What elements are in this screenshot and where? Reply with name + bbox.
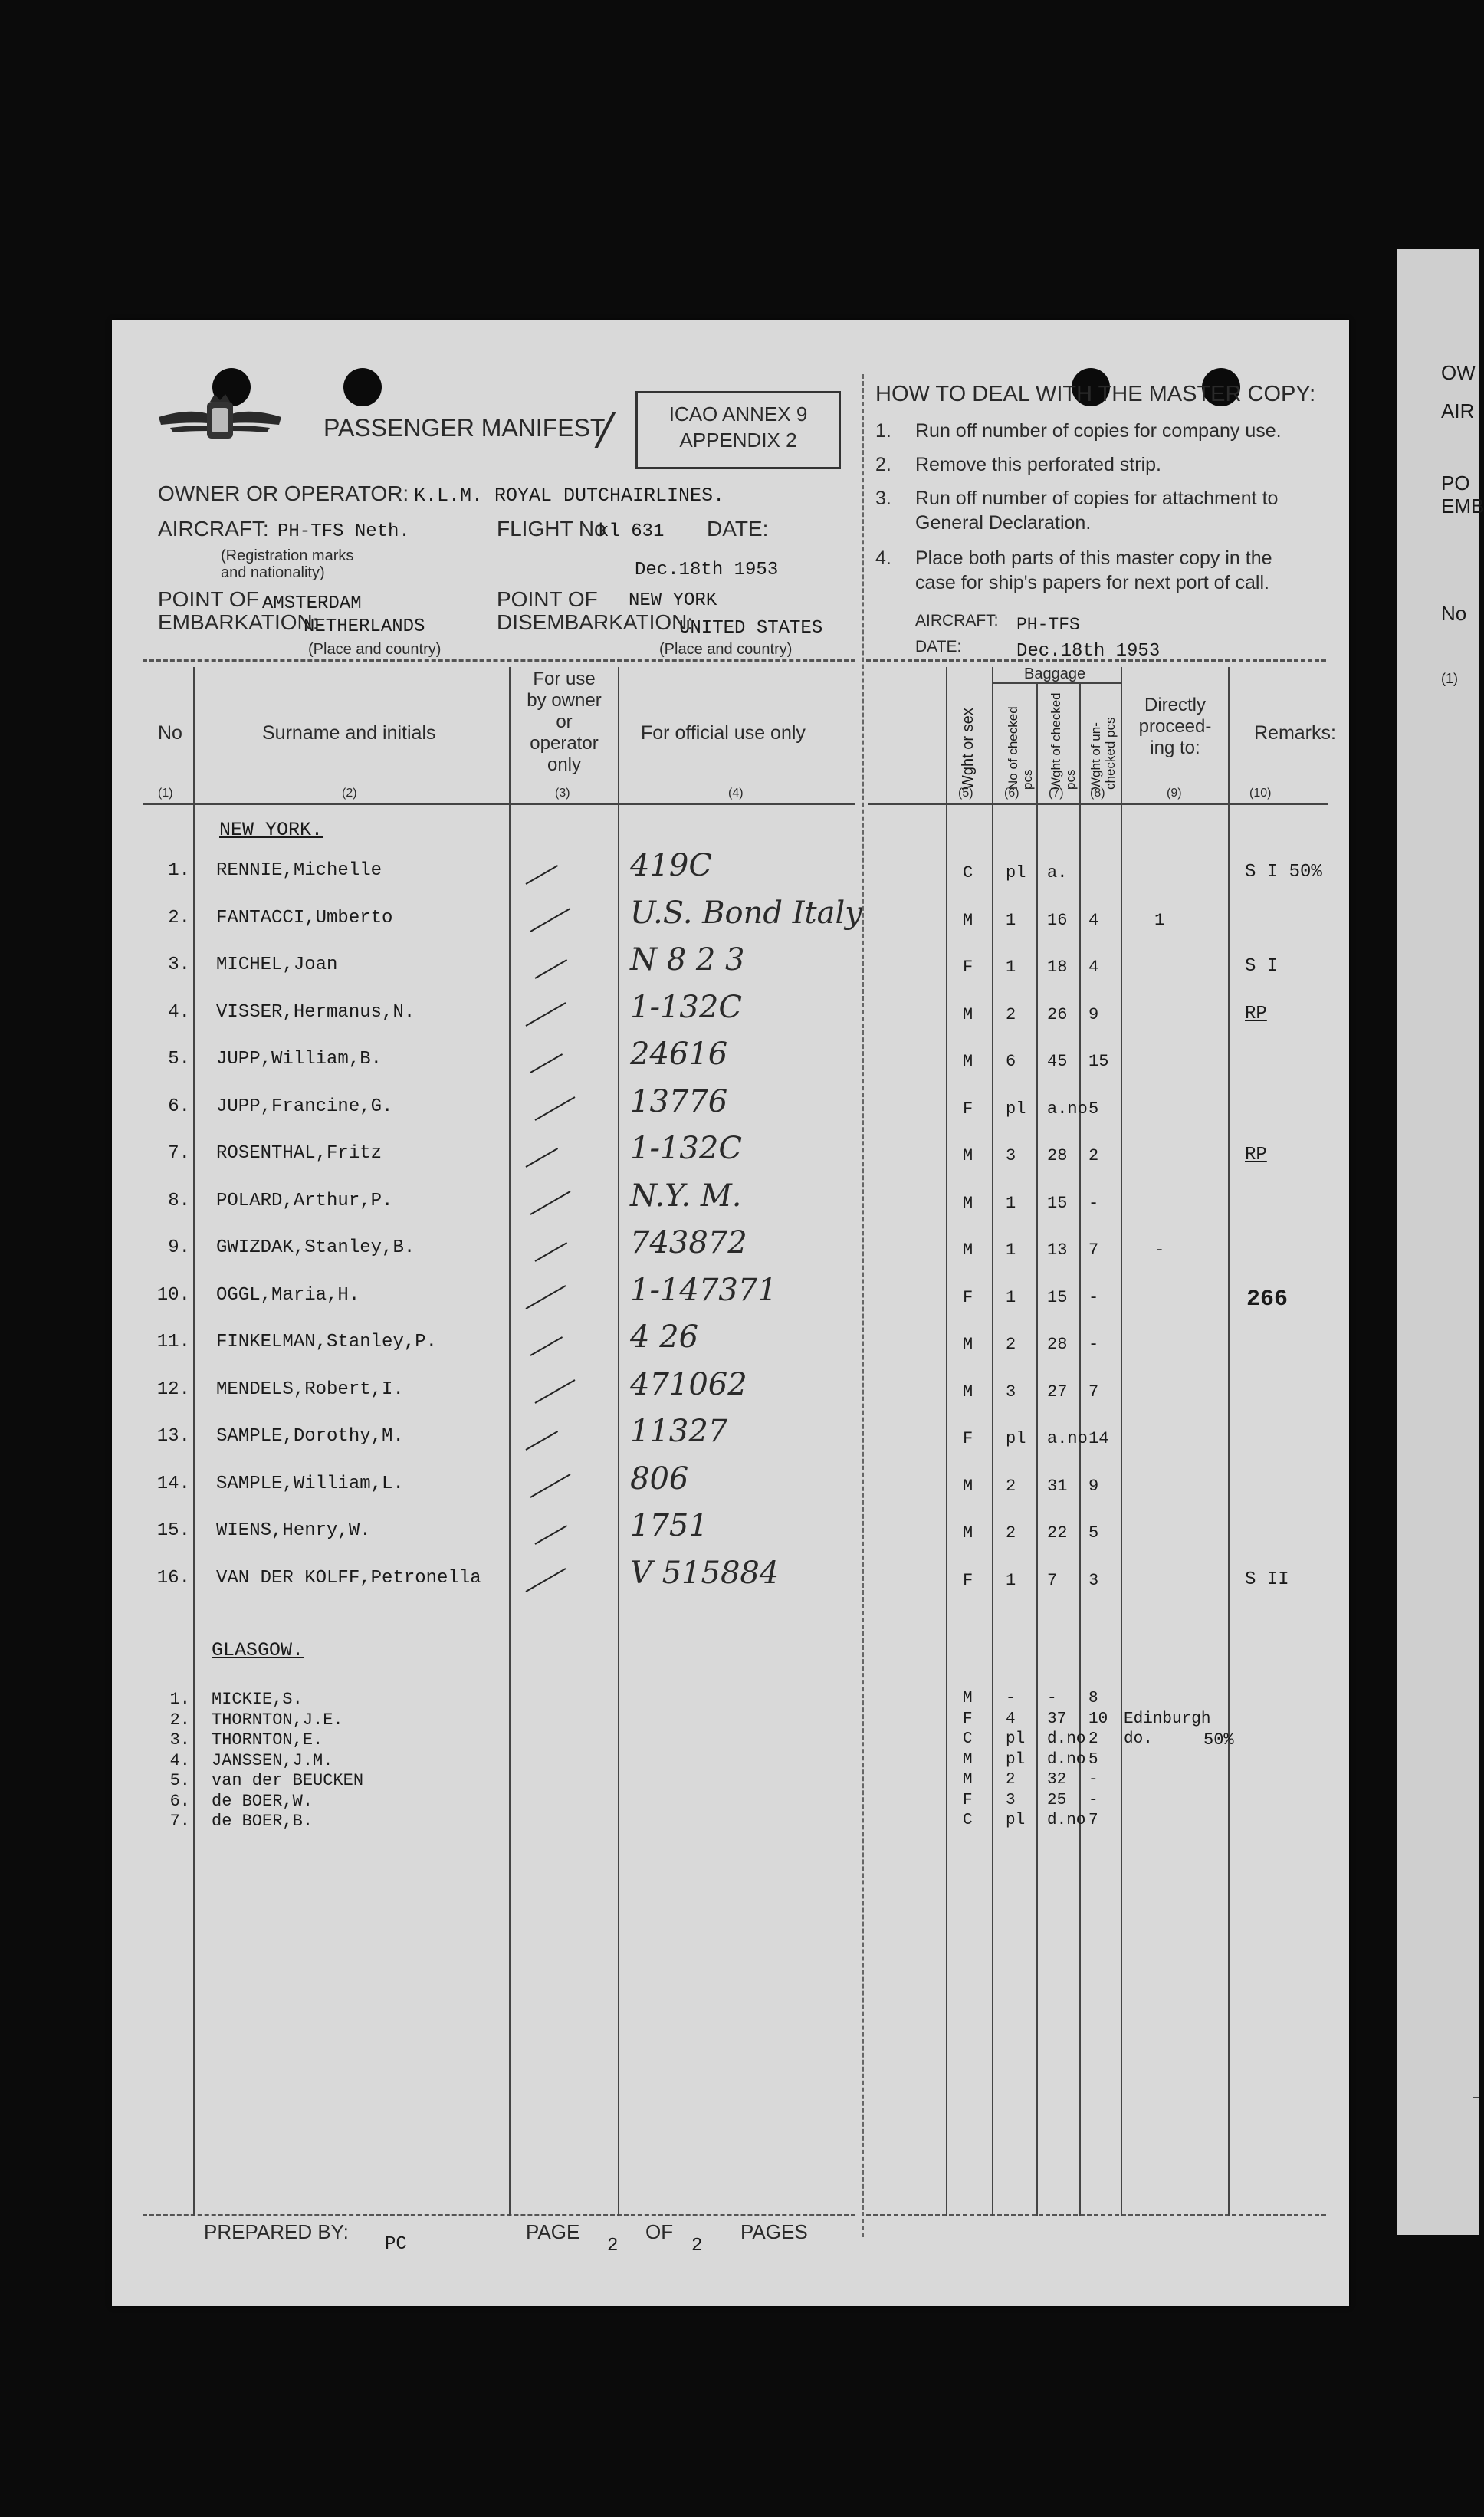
- instruction-number: 2.: [875, 454, 891, 475]
- col-number: (9): [1167, 787, 1182, 800]
- checked-weight: 22: [1047, 1523, 1068, 1543]
- sex-value: F: [963, 1792, 973, 1809]
- disembarkation-note: (Place and country): [659, 641, 793, 658]
- official-use-entry: N.Y. M.: [630, 1178, 742, 1214]
- destination: do.: [1124, 1730, 1153, 1748]
- instruction-text: General Declaration.: [915, 512, 1092, 534]
- col-header-owner-use: by owner: [527, 690, 602, 711]
- remarks: RP: [1245, 1004, 1267, 1024]
- sex-value: M: [963, 1477, 973, 1496]
- destination: Edinburgh: [1124, 1710, 1211, 1728]
- col-number: (1): [158, 787, 173, 800]
- checked-weight: 37: [1047, 1710, 1067, 1728]
- passenger-name: MENDELS,Robert,I.: [216, 1379, 404, 1400]
- flight-value: kl 631: [598, 521, 665, 542]
- official-use-entry: U.S. Bond Italy: [630, 895, 862, 931]
- checked-pieces: 1: [1006, 1240, 1016, 1260]
- row-number: 4.: [169, 1751, 190, 1770]
- copy-aircraft-value: PH-TFS: [1016, 615, 1080, 635]
- unchecked-weight: -: [1088, 1792, 1098, 1809]
- col-header-official: For official use only: [641, 722, 806, 744]
- aircraft-label: AIRCRAFT:: [158, 517, 269, 541]
- sex-value: F: [963, 1099, 973, 1119]
- page-label: PAGE: [526, 2220, 580, 2243]
- col-header-owner-use: only: [547, 754, 582, 775]
- checked-pieces: 4: [1006, 1710, 1016, 1728]
- column-divider: [193, 667, 195, 2216]
- checked-weight: a.no: [1047, 1429, 1088, 1448]
- checked-weight: 27: [1047, 1382, 1068, 1401]
- col-header-baggage: Baggage: [1024, 665, 1086, 682]
- column-divider: [1036, 682, 1038, 2216]
- checked-pieces: -: [1006, 1690, 1016, 1707]
- checked-weight: a.: [1047, 863, 1068, 882]
- row-number: 15.: [156, 1520, 190, 1541]
- row-number: 2.: [168, 908, 190, 928]
- sex-value: M: [963, 911, 973, 930]
- col-number: (8): [1090, 787, 1105, 800]
- copy-aircraft-label: AIRCRAFT:: [915, 612, 999, 629]
- official-use-entry: N 8 2 3: [630, 942, 745, 978]
- page-number: 2: [607, 2236, 619, 2256]
- sex-value: F: [963, 958, 973, 977]
- checked-weight: 32: [1047, 1771, 1067, 1789]
- of-label: OF: [645, 2220, 674, 2243]
- unchecked-weight: 2: [1088, 1730, 1098, 1748]
- column-divider: [1228, 667, 1230, 2216]
- section-new-york: NEW YORK.: [219, 819, 323, 841]
- row-number: 3.: [169, 1730, 190, 1750]
- check-mark: [526, 1002, 566, 1027]
- col-header-owner-use: For use: [533, 669, 596, 689]
- row-number: 9.: [168, 1237, 190, 1258]
- passenger-name: WIENS,Henry,W.: [216, 1520, 371, 1541]
- pages-label: PAGES: [740, 2220, 808, 2243]
- checked-weight: 26: [1047, 1005, 1068, 1024]
- checked-pieces: 2: [1006, 1335, 1016, 1354]
- passenger-name: GWIZDAK,Stanley,B.: [216, 1237, 415, 1258]
- unchecked-weight: 3: [1088, 1571, 1099, 1590]
- checked-pieces: 2: [1006, 1523, 1016, 1543]
- checked-pieces: 2: [1006, 1771, 1016, 1789]
- row-number: 12.: [156, 1379, 190, 1400]
- column-divider: [1079, 682, 1081, 2216]
- col-number: (3): [555, 787, 570, 800]
- manifest-title: PASSENGER MANIFEST: [323, 414, 606, 442]
- unchecked-weight: 15: [1088, 1052, 1109, 1071]
- passenger-name: van der BEUCKEN: [212, 1771, 364, 1790]
- passenger-name: FANTACCI,Umberto: [216, 908, 393, 928]
- destination: 1: [1154, 911, 1165, 930]
- official-use-entry: 419C: [630, 848, 712, 883]
- row-number: 5.: [168, 1049, 190, 1070]
- checked-pieces: 1: [1006, 911, 1016, 930]
- checked-pieces: 2: [1006, 1477, 1016, 1496]
- passenger-name: OGGL,Maria,H.: [216, 1285, 360, 1306]
- prepared-by-label: PREPARED BY:: [204, 2220, 349, 2243]
- row-number: 13.: [156, 1426, 190, 1447]
- passenger-name: de BOER,W.: [212, 1792, 314, 1811]
- checked-weight: 45: [1047, 1052, 1068, 1071]
- row-number: 10.: [156, 1285, 190, 1306]
- checked-weight: 18: [1047, 958, 1068, 977]
- sex-value: F: [963, 1571, 973, 1590]
- row-number: 3.: [168, 955, 190, 975]
- checked-weight: d.no: [1047, 1730, 1086, 1748]
- official-use-entry: 471062: [630, 1367, 747, 1402]
- checked-pieces: 3: [1006, 1382, 1016, 1401]
- unchecked-weight: 5: [1088, 1099, 1099, 1119]
- aircraft-value: PH-TFS Neth.: [277, 521, 410, 542]
- sex-value: M: [963, 1194, 973, 1213]
- passenger-name: VAN DER KOLFF,Petronella: [216, 1568, 481, 1589]
- passenger-name: POLARD,Arthur,P.: [216, 1191, 393, 1211]
- passenger-name: FINKELMAN,Stanley,P.: [216, 1332, 438, 1352]
- check-mark: [535, 1379, 576, 1404]
- adjacent-text: EMB: [1441, 495, 1484, 518]
- copy-date-label: DATE:: [915, 638, 962, 656]
- embarkation-country: NETHERLANDS: [304, 616, 425, 637]
- icao-annex-box: [635, 391, 841, 469]
- sex-value: M: [963, 1751, 973, 1769]
- checked-pieces: 1: [1006, 958, 1016, 977]
- unchecked-weight: 5: [1088, 1751, 1098, 1769]
- checked-pieces: 3: [1006, 1792, 1016, 1809]
- instruction-text: Run off number of copies for attachment to: [915, 488, 1279, 509]
- official-use-entry: 806: [630, 1461, 689, 1497]
- date-value: Dec.18th 1953: [635, 560, 779, 580]
- col-number: (7): [1049, 787, 1064, 800]
- official-use-entry: 24616: [630, 1037, 728, 1072]
- official-use-entry: 1-132C: [630, 990, 742, 1025]
- row-number: 5.: [169, 1771, 190, 1790]
- official-use-entry: 13776: [630, 1084, 728, 1119]
- sex-value: M: [963, 1523, 973, 1543]
- instruction-text: case for ship's papers for next port of call.: [915, 572, 1269, 593]
- passenger-name: SAMPLE,William,L.: [216, 1474, 404, 1494]
- unchecked-weight: -: [1088, 1771, 1098, 1789]
- column-divider: [618, 667, 619, 2216]
- aircraft-note: and nationality): [221, 564, 325, 581]
- aircraft-note: (Registration marks: [221, 547, 354, 564]
- sex-value: M: [963, 1146, 973, 1165]
- row-number: 11.: [156, 1332, 190, 1352]
- checked-pieces: 1: [1006, 1194, 1016, 1213]
- check-mark: [535, 959, 568, 979]
- official-use-entry: 1-147371: [630, 1273, 777, 1308]
- unchecked-weight: -: [1088, 1335, 1099, 1354]
- punch-hole: [343, 368, 382, 406]
- instruction-number: 3.: [875, 488, 891, 509]
- adjacent-text: OW: [1441, 361, 1476, 384]
- sex-value: M: [963, 1382, 973, 1401]
- adjacent-text: (1): [1441, 671, 1458, 686]
- unchecked-weight: 7: [1088, 1382, 1099, 1401]
- checked-weight: 13: [1047, 1240, 1068, 1260]
- col-number: (6): [1004, 787, 1019, 800]
- remarks: S I: [1245, 956, 1279, 977]
- row-number: 1.: [168, 860, 190, 881]
- row-number: 7.: [169, 1812, 190, 1831]
- disembarkation-country: UNITED STATES: [679, 618, 823, 639]
- checked-weight: 15: [1047, 1288, 1068, 1307]
- handwritten-mark: /: [598, 405, 612, 455]
- passenger-name: THORNTON,J.E.: [212, 1710, 343, 1730]
- row-number: 7.: [168, 1143, 190, 1164]
- unchecked-weight: 9: [1088, 1005, 1099, 1024]
- adjacent-text: PO: [1441, 472, 1470, 495]
- checked-weight: 7: [1047, 1571, 1058, 1590]
- checked-pieces: pl: [1006, 1812, 1026, 1829]
- check-mark: [530, 908, 571, 932]
- disembarkation-label: DISEMBARKATION:: [497, 610, 694, 634]
- checked-pieces: 1: [1006, 1571, 1016, 1590]
- row-number: 14.: [156, 1474, 190, 1494]
- sex-value: C: [963, 1730, 973, 1748]
- checked-weight: 28: [1047, 1146, 1068, 1165]
- unchecked-weight: 5: [1088, 1523, 1099, 1543]
- unchecked-weight: 8: [1088, 1690, 1098, 1707]
- passenger-name: JUPP,William,B.: [216, 1049, 382, 1070]
- checked-pieces: pl: [1006, 1429, 1026, 1448]
- perforation-line: [866, 659, 1326, 662]
- checked-pieces: pl: [1006, 1730, 1026, 1748]
- col-number: (2): [342, 787, 357, 800]
- official-use-entry: 11327: [630, 1414, 728, 1449]
- embarkation-city: AMSTERDAM: [262, 593, 362, 614]
- col-header-no: No: [158, 722, 182, 744]
- destination: -: [1154, 1240, 1165, 1260]
- manifest-sheet: [112, 320, 1349, 2306]
- adjacent-page: [1397, 249, 1484, 2235]
- checked-weight: -: [1047, 1690, 1057, 1707]
- col-header-proceeding: proceed-: [1138, 716, 1212, 737]
- col-number: (10): [1249, 787, 1272, 800]
- check-mark: [526, 1431, 559, 1451]
- column-divider: [946, 667, 947, 2216]
- passenger-name: RENNIE,Michelle: [216, 860, 382, 881]
- embarkation-label: POINT OF: [158, 587, 259, 611]
- remarks: 50%: [1203, 1730, 1234, 1750]
- instructions-title: HOW TO DEAL WITH THE MASTER COPY:: [875, 382, 1316, 406]
- checked-weight: d.no: [1047, 1751, 1086, 1769]
- check-mark: [526, 1285, 566, 1309]
- col-header-owner-use: or: [556, 711, 573, 732]
- check-mark: [526, 1568, 566, 1592]
- disembarkation-city: NEW YORK: [629, 590, 717, 611]
- official-use-entry: V 515884: [630, 1556, 780, 1591]
- unchecked-weight: 14: [1088, 1429, 1109, 1448]
- checked-pieces: 2: [1006, 1005, 1016, 1024]
- instruction-number: 4.: [875, 547, 891, 569]
- checked-pieces: pl: [1006, 863, 1026, 882]
- owner-label: OWNER OR OPERATOR:: [158, 481, 409, 505]
- perforation-line: [866, 2214, 1326, 2216]
- checked-weight: 25: [1047, 1792, 1067, 1809]
- sex-value: M: [963, 1240, 973, 1260]
- checked-pieces: 3: [1006, 1146, 1016, 1165]
- official-use-entry: 1751: [630, 1508, 708, 1543]
- row-number: 6.: [168, 1096, 190, 1117]
- adjacent-text: AIR: [1441, 399, 1475, 422]
- sex-value: M: [963, 1052, 973, 1071]
- check-mark: [530, 1336, 563, 1356]
- instruction-number: 1.: [875, 420, 891, 442]
- remarks: S I 50%: [1245, 862, 1322, 882]
- instruction-text: Remove this perforated strip.: [915, 454, 1161, 475]
- checked-weight: 28: [1047, 1335, 1068, 1354]
- instruction-text: Place both parts of this master copy in the: [915, 547, 1272, 569]
- checked-pieces: 1: [1006, 1288, 1016, 1307]
- embarkation-note: (Place and country): [308, 641, 442, 658]
- col-header-unchecked-wght: Wght of un-checked pcs: [1088, 717, 1118, 790]
- sex-value: F: [963, 1710, 973, 1728]
- unchecked-weight: 4: [1088, 911, 1099, 930]
- disembarkation-label: POINT OF: [497, 587, 598, 611]
- passenger-name: de BOER,B.: [212, 1812, 314, 1831]
- unchecked-weight: 7: [1088, 1240, 1099, 1260]
- copy-date-value: Dec.18th 1953: [1016, 641, 1161, 662]
- checked-weight: a.no: [1047, 1099, 1088, 1119]
- sex-value: C: [963, 863, 973, 882]
- embarkation-label: EMBARKATION:: [158, 610, 319, 634]
- col-header-sex: Wght or sex: [960, 708, 977, 790]
- checked-pieces: 6: [1006, 1052, 1016, 1071]
- column-divider: [992, 667, 993, 2216]
- unchecked-weight: 2: [1088, 1146, 1099, 1165]
- row-number: 1.: [169, 1690, 190, 1709]
- sex-value: F: [963, 1429, 973, 1448]
- col-number: (5): [958, 787, 973, 800]
- check-mark: [535, 1096, 576, 1121]
- owner-value: K.L.M. ROYAL DUTCHAIRLINES.: [414, 485, 725, 507]
- adjacent-text: No: [1441, 602, 1467, 625]
- row-number: 4.: [168, 1002, 190, 1023]
- header-rule: [143, 803, 855, 805]
- official-use-entry: 1-132C: [630, 1131, 742, 1166]
- sex-value: M: [963, 1690, 973, 1707]
- checked-pieces: pl: [1006, 1751, 1026, 1769]
- sex-value: C: [963, 1812, 973, 1829]
- perforation-vertical: [862, 374, 864, 2237]
- perforation-line: [143, 2214, 855, 2216]
- col-header-proceeding: ing to:: [1150, 738, 1200, 758]
- column-divider: [1121, 667, 1122, 2216]
- flight-label: FLIGHT No: [497, 517, 606, 541]
- passenger-name: MICKIE,S.: [212, 1690, 303, 1709]
- unchecked-weight: 7: [1088, 1812, 1098, 1829]
- col-header-proceeding: Directly: [1144, 695, 1206, 715]
- col-header-owner-use: operator: [530, 733, 599, 754]
- remarks: S II: [1245, 1569, 1289, 1590]
- header-rule: [868, 803, 1328, 805]
- col-header-remarks: Remarks:: [1254, 722, 1336, 744]
- unchecked-weight: -: [1088, 1194, 1099, 1213]
- column-divider: [509, 667, 511, 2216]
- passenger-name: JUPP,Francine,G.: [216, 1096, 393, 1117]
- instruction-text: Run off number of copies for company use.: [915, 420, 1282, 442]
- sex-value: M: [963, 1771, 973, 1789]
- remarks: RP: [1245, 1145, 1267, 1165]
- perforation-line: [143, 659, 855, 662]
- col-header-checked-pcs: No of checked pcs: [1006, 706, 1035, 790]
- unchecked-weight: 9: [1088, 1477, 1099, 1496]
- date-label: DATE:: [707, 517, 769, 541]
- row-number: 6.: [169, 1792, 190, 1811]
- checked-weight: 15: [1047, 1194, 1068, 1213]
- page-total: 2: [691, 2236, 703, 2256]
- passenger-name: VISSER,Hermanus,N.: [216, 1002, 415, 1023]
- row-number: 16.: [156, 1568, 190, 1589]
- icao-appendix-line: APPENDIX 2: [679, 429, 797, 452]
- col-number: (4): [728, 787, 744, 800]
- passenger-name: JANSSEN,J.M.: [212, 1751, 333, 1770]
- checked-weight: d.no: [1047, 1812, 1086, 1829]
- sex-value: M: [963, 1005, 973, 1024]
- sex-value: F: [963, 1288, 973, 1307]
- check-mark: [526, 865, 559, 885]
- col-header-surname: Surname and initials: [262, 722, 436, 744]
- checked-weight: 31: [1047, 1477, 1068, 1496]
- checked-weight: 16: [1047, 911, 1068, 930]
- unchecked-weight: -: [1088, 1288, 1099, 1307]
- adjacent-rule: [1473, 2097, 1479, 2098]
- klm-crown-logo-icon: [155, 391, 285, 445]
- remarks: 266: [1246, 1286, 1289, 1313]
- row-number: 2.: [169, 1710, 190, 1730]
- unchecked-weight: 4: [1088, 958, 1099, 977]
- passenger-name: MICHEL,Joan: [216, 955, 338, 975]
- passenger-name: SAMPLE,Dorothy,M.: [216, 1426, 404, 1447]
- passenger-name: ROSENTHAL,Fritz: [216, 1143, 382, 1164]
- sex-value: M: [963, 1335, 973, 1354]
- check-mark: [526, 1148, 559, 1168]
- row-number: 8.: [168, 1191, 190, 1211]
- check-mark: [530, 1474, 571, 1498]
- col-header-checked-wght: Wght of checked pcs: [1049, 692, 1078, 790]
- checked-pieces: pl: [1006, 1099, 1026, 1119]
- check-mark: [530, 1053, 563, 1073]
- check-mark: [530, 1191, 571, 1215]
- check-mark: [535, 1525, 568, 1545]
- check-mark: [535, 1242, 568, 1262]
- official-use-entry: 4 26: [630, 1319, 699, 1355]
- passenger-name: THORNTON,E.: [212, 1730, 323, 1750]
- icao-annex-line: ICAO ANNEX 9: [668, 403, 808, 426]
- prepared-by-value: PC: [385, 2234, 407, 2255]
- section-glasgow: GLASGOW.: [212, 1639, 304, 1661]
- unchecked-weight: 10: [1088, 1710, 1108, 1728]
- official-use-entry: 743872: [630, 1225, 747, 1260]
